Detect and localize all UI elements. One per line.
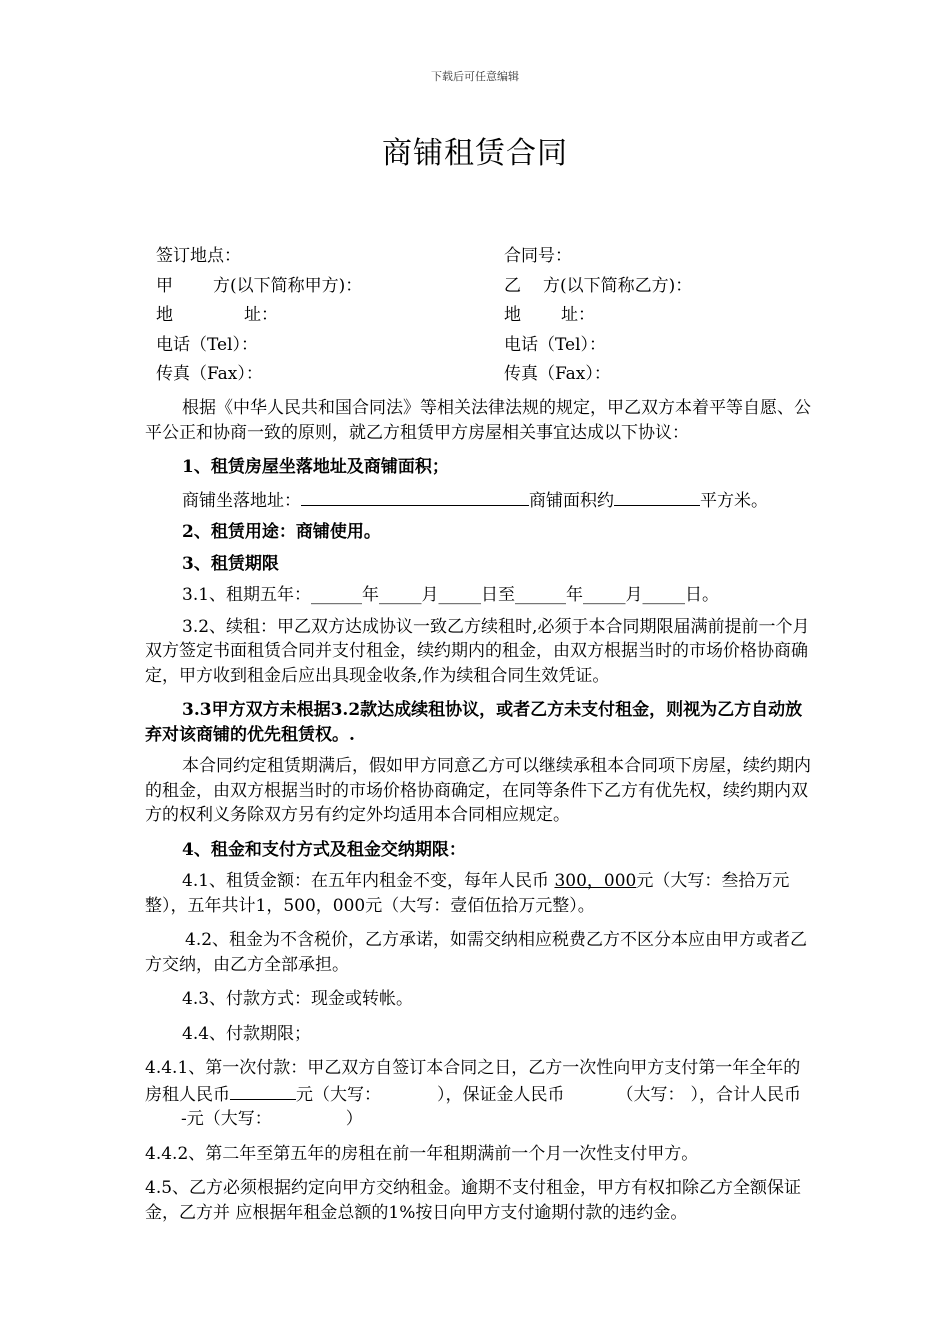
party-a-tel-label: 电话（Tel）： bbox=[156, 334, 259, 355]
clause-4-4: 4.4、付款期限； bbox=[182, 1023, 312, 1044]
contract-number-label: 合同号： bbox=[504, 246, 572, 266]
clause-4-4-1: 4.4.1、第一次付款：甲乙双方自签订本合同之日，乙方一次性向甲方支付第一年全年的房租人民币 元（大写： ），保证金人民币 （大写： ），合计人民币-元（大写： ） bbox=[145, 1058, 801, 1129]
section-3-heading: 3、租赁期限 bbox=[182, 553, 279, 574]
first-year-rent-blank bbox=[230, 1081, 296, 1100]
section-1-line: 商铺坐落地址： 商铺面积约 平方米。 bbox=[145, 487, 817, 514]
clause-3-2: 3.2、续租：甲乙双方达成协议一致乙方续租时,必须于本合同期限届满前提前一个月双方签定书面租赁合同并支付租金，续约期内的租金，由双方根据当时的市场价格协商确定，甲方收到租金后应出具现金收条,作为续租合同生效凭证。 bbox=[145, 616, 810, 686]
clause-4-1: 4.1、租赁金额：在五年内租金不变，每年人民币 300，000元（大写：叁拾万元整），五年共计1，500，000元（大写：壹佰伍拾万元整）。 bbox=[145, 871, 790, 916]
clause-3-3: 3.3甲方双方未根据3.2款达成续租协议，或者乙方未支付租金，则视为乙方自动放弃对该商铺的优先租赁权。. bbox=[145, 700, 803, 745]
annual-rent-amount: 300，000 bbox=[554, 871, 637, 891]
clause-4-3: 4.3、付款方式：现金或转帐。 bbox=[182, 989, 414, 1009]
party-b-label: 乙 方(以下简称乙方)： bbox=[504, 275, 693, 296]
party-a-address-label: 地 址： bbox=[156, 305, 278, 325]
party-a-label: 甲 方(以下简称甲方)： bbox=[156, 275, 363, 296]
header-note: 下载后可任意编辑 bbox=[431, 70, 519, 83]
area-blank bbox=[614, 487, 700, 506]
signing-place-label: 签订地点： bbox=[156, 246, 241, 266]
party-b-fax-label: 传真（Fax）： bbox=[504, 364, 611, 384]
party-b-address-label: 地 址： bbox=[504, 305, 595, 325]
contract-body bbox=[145, 396, 817, 1225]
section-1-heading: 1、租赁房屋坐落地址及商铺面积； bbox=[182, 457, 449, 477]
clause-4-2: 4.2、租金为不含税价，乙方承诺，如需交纳相应税费乙方不区分本应由甲方或者乙方交纳，由乙方全部承担。 bbox=[145, 930, 808, 975]
party-a-info bbox=[156, 242, 362, 390]
renewal-paragraph: 本合同约定租赁期满后，假如甲方同意乙方可以继续承租本合同项下房屋，续约期内的租金，由双方根据当时的市场价格协商确定，在同等条件下乙方有优先权，续约期内双方的权利义务除双方另有约定外均适用本合同相应规定。 bbox=[145, 756, 811, 825]
party-b-tel-label: 电话（Tel）： bbox=[504, 334, 607, 355]
intro-paragraph: 根据《中华人民共和国合同法》等相关法律法规的规定，甲乙双方本着平等自愿、公平公正和协商一致的原则，就乙方租赁甲方房屋相关事宜达成以下协议： bbox=[145, 398, 811, 443]
party-b-info bbox=[504, 242, 692, 390]
clause-4-4-2: 4.4.2、第二年至第五年的房租在前一年租期满前一个月一次性支付甲方。 bbox=[145, 1143, 699, 1164]
clause-3-1: 3.1、租期五年：______年_____月_____日至______年_____月_____日。 bbox=[182, 585, 720, 605]
party-a-fax-label: 传真（Fax）： bbox=[156, 364, 263, 384]
address-blank bbox=[301, 487, 529, 506]
section-4-heading: 4、租金和支付方式及租金交纳期限： bbox=[182, 839, 466, 860]
clause-4-5: 4.5、乙方必须根据约定向甲方交纳租金。逾期不支付租金，甲方有权扣除乙方全额保证金，乙方并 应根据年租金总额的1%按日向甲方支付逾期付款的违约金。 bbox=[145, 1178, 802, 1223]
section-2-heading: 2、租赁用途：商铺使用。 bbox=[182, 522, 381, 542]
document-title: 商铺租赁合同 bbox=[382, 136, 568, 171]
